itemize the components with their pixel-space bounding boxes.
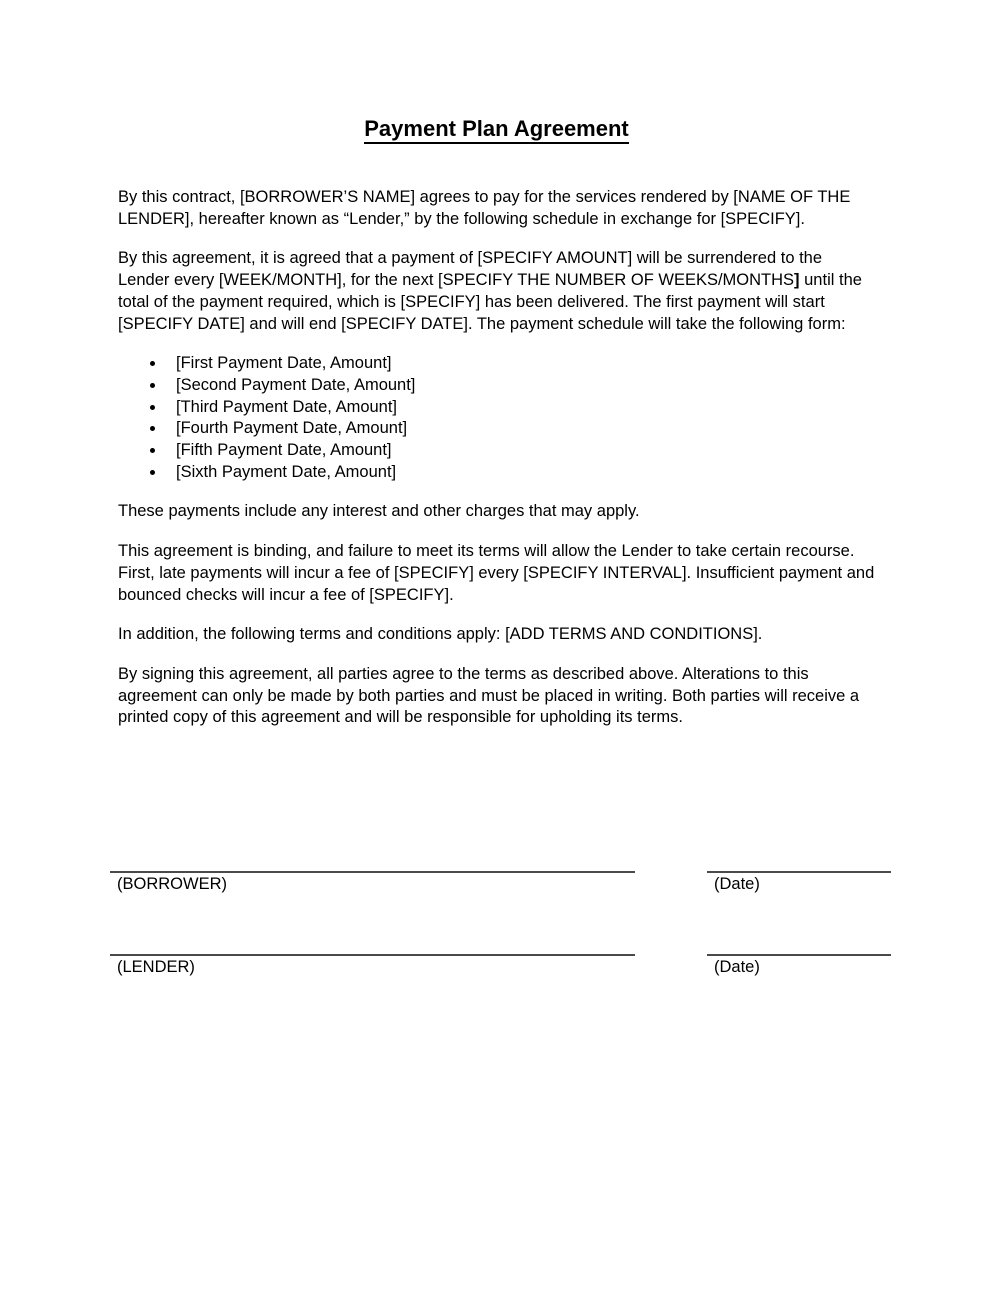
paragraph-binding: This agreement is binding, and failure to meet its terms will allow the Lender to take certain recourse. First, late payments will incur a fee of [SPECIFY] every [SPECIFY INTERVAL]. Insufficient payment and bounced checks will incur a fee of [SPECIFY]. — [118, 542, 875, 604]
list-item: [First Payment Date, Amount] — [176, 353, 875, 375]
paragraph-signing: By signing this agreement, all parties agree to the terms as described above. Alterations to this agreement can only be made by both parties and must be placed in writing. Both parties will receive a printed copy of this agreement and will be responsible for upholding its terms. — [118, 664, 860, 727]
page-title-text: Payment Plan Agreement — [364, 116, 629, 144]
list-item: [Sixth Payment Date, Amount] — [176, 462, 875, 484]
borrower-date-label: (Date) — [714, 875, 760, 893]
borrower-date-field — [707, 871, 891, 896]
paragraph-payment-terms — [118, 248, 875, 335]
payment-terms-text: By this agreement, it is agreed that a payment of [SPECIFY AMOUNT] will be surrendered to the Lender every [WEEK/MONTH], for the next [SPECIFY THE NUMBER OF WEEKS/MONTHS — [118, 249, 823, 290]
list-item: [Second Payment Date, Amount] — [176, 375, 875, 397]
borrower-label: (BORROWER) — [117, 875, 227, 893]
list-item: [Third Payment Date, Amount] — [176, 397, 875, 419]
lender-signature-row — [110, 954, 891, 979]
borrower-signature-field — [110, 871, 635, 896]
paragraph-additional-terms: In addition, the following terms and conditions apply: [ADD TERMS AND CONDITIONS]. — [118, 625, 763, 644]
signature-block — [110, 871, 891, 978]
page-title — [118, 116, 875, 142]
lender-date-label: (Date) — [714, 957, 760, 976]
payment-terms-bold-bracket: ] — [794, 271, 800, 290]
paragraph-intro: By this contract, [BORROWER’S NAME] agrees to pay for the services rendered by [NAME OF THE LENDER], hereafter known as “Lender,” by the following schedule in exchange for [SPECIFY]. — [118, 188, 851, 228]
lender-signature-field — [110, 954, 635, 979]
paragraph-interest-note: These payments include any interest and other charges that may apply. — [118, 502, 640, 521]
borrower-signature-row — [110, 871, 891, 896]
list-item: [Fourth Payment Date, Amount] — [176, 418, 875, 440]
lender-date-field — [707, 954, 891, 979]
payment-schedule-list — [118, 353, 875, 483]
payment-terms-text-cont: until the total of the payment required, which is [SPECIFY] has been delivered. The first payment will start [SPECIFY DATE] and will end [SPECIFY DATE]. The payment schedule will take the following form: — [118, 271, 862, 333]
list-item: [Fifth Payment Date, Amount] — [176, 440, 875, 462]
lender-label: (LENDER) — [117, 957, 195, 976]
